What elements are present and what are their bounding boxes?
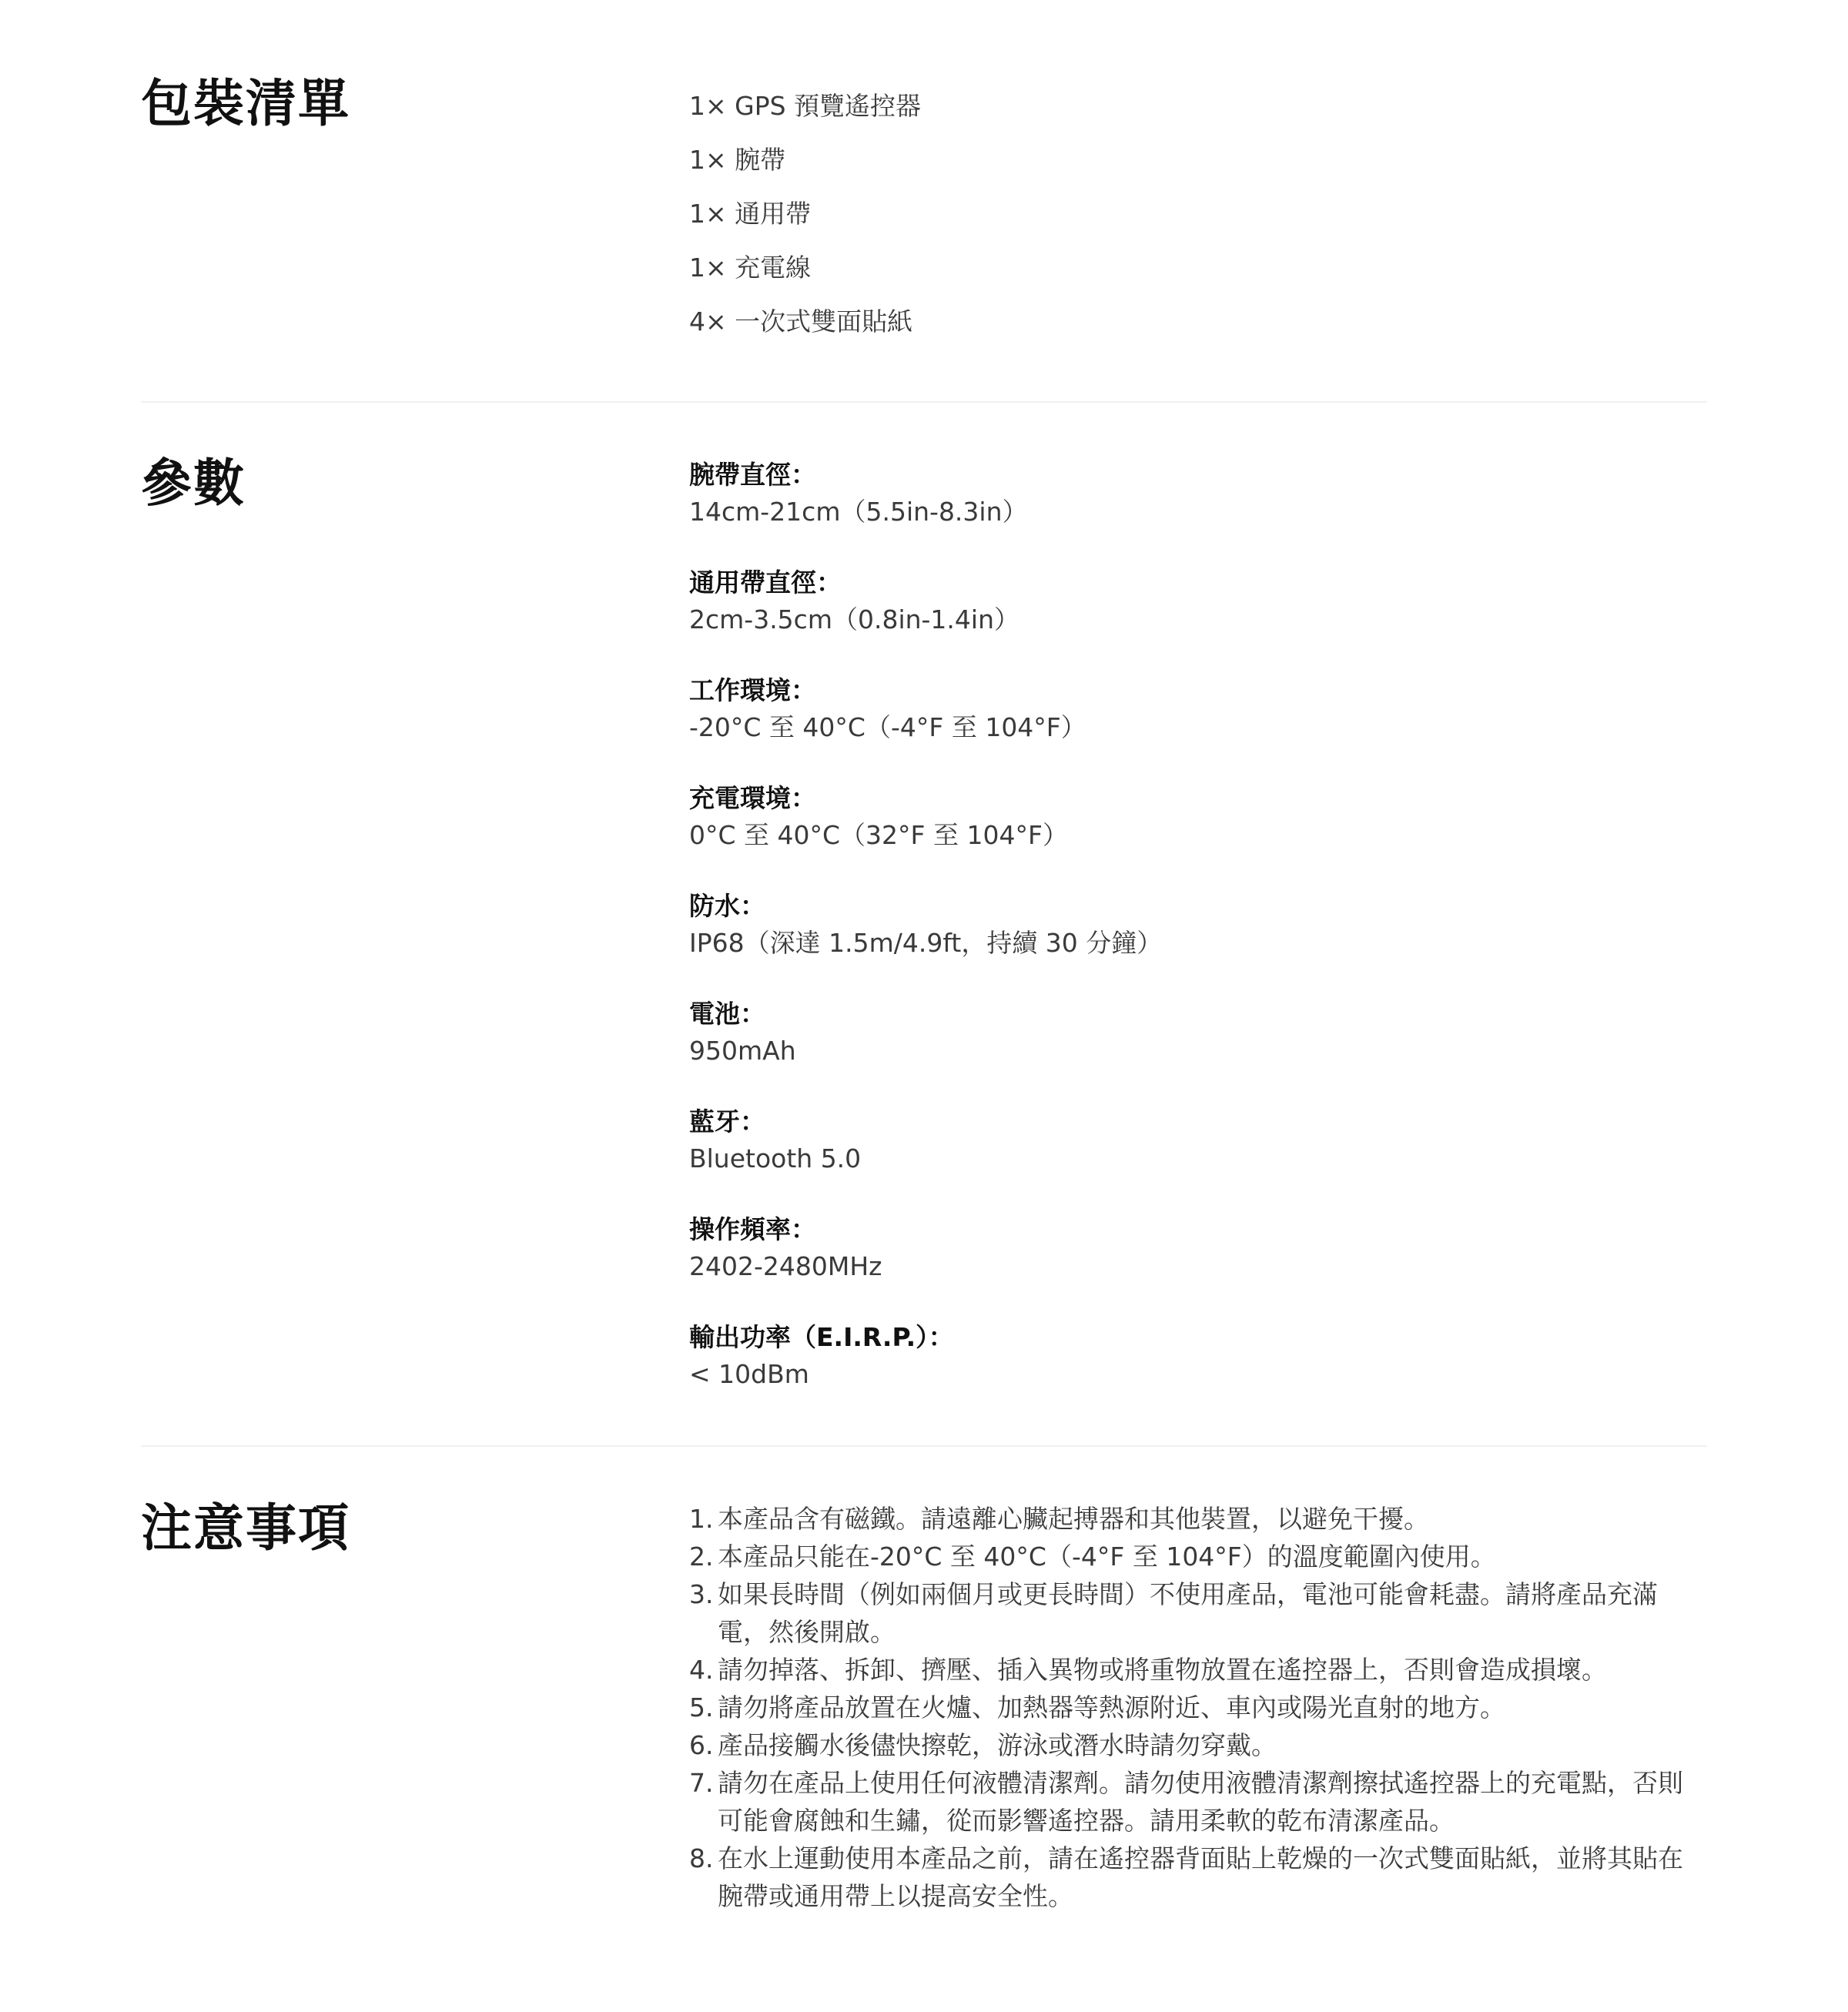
spec-label: 腕帶直徑： — [689, 460, 816, 490]
spec-item — [689, 457, 1690, 564]
note-text: 請勿掉落、拆卸、擠壓、插入異物或將重物放置在遙控器上，否則會造成損壞。 — [718, 1655, 1607, 1685]
note-number: 1. — [689, 1504, 714, 1534]
spec-label: 通用帶直徑： — [689, 567, 842, 598]
note-item — [689, 1575, 1690, 1651]
spec-value: 0°C 至 40°C（32°F 至 104°F） — [689, 820, 1068, 850]
note-item — [689, 1500, 1690, 1538]
note-text: 請勿在產品上使用任何液體清潔劑。請勿使用液體清潔劑擦拭遙控器上的充電點，否則可能會腐蝕和生鏽，從而影響遙控器。請用柔軟的乾布清潔產品。 — [718, 1768, 1683, 1836]
spec-value: Bluetooth 5.0 — [689, 1143, 862, 1173]
note-item — [689, 1651, 1690, 1689]
specs-list — [689, 457, 1690, 1427]
package-list — [689, 79, 1690, 349]
spec-item — [689, 888, 1690, 996]
note-text: 請勿將產品放置在火爐、加熱器等熱源附近、車內或陽光直射的地方。 — [718, 1692, 1505, 1722]
spec-label: 電池： — [689, 999, 765, 1029]
package-item: 1× 腕帶 — [689, 145, 786, 175]
spec-value: < 10dBm — [689, 1359, 809, 1389]
spec-label: 輸出功率（E.I.R.P.）： — [689, 1322, 954, 1352]
spec-item — [689, 1103, 1690, 1211]
spec-item — [689, 564, 1690, 672]
spec-label: 操作頻率： — [689, 1214, 816, 1244]
note-item — [689, 1764, 1690, 1840]
note-text: 本產品含有磁鐵。請遠離心臟起搏器和其他裝置，以避免干擾。 — [718, 1504, 1429, 1534]
section-divider — [141, 401, 1707, 403]
package-item: 1× 通用帶 — [689, 199, 812, 229]
notes-list — [689, 1500, 1690, 1915]
specs-title: 參數 — [141, 454, 246, 513]
spec-value: 950mAh — [689, 1036, 796, 1066]
notes-title: 注意事項 — [141, 1498, 350, 1558]
note-number: 6. — [689, 1730, 714, 1760]
note-item — [689, 1689, 1690, 1726]
package-item: 4× 一次式雙面貼紙 — [689, 306, 913, 336]
note-number: 7. — [689, 1768, 714, 1798]
note-item — [689, 1840, 1690, 1915]
note-text: 在水上運動使用本產品之前，請在遙控器背面貼上乾燥的一次式雙面貼紙，並將其貼在腕帶或通用帶上以提高安全性。 — [718, 1843, 1683, 1911]
note-number: 2. — [689, 1542, 714, 1572]
note-item — [689, 1726, 1690, 1764]
spec-label: 充電環境： — [689, 783, 816, 813]
note-text: 本產品只能在-20°C 至 40°C（-4°F 至 104°F）的溫度範圍內使用。 — [718, 1542, 1496, 1572]
notes-body — [689, 1500, 1690, 1915]
spec-value: 2402-2480MHz — [689, 1251, 882, 1281]
note-number: 4. — [689, 1655, 714, 1685]
note-number: 8. — [689, 1843, 714, 1873]
spec-label: 工作環境： — [689, 675, 816, 705]
spec-value: IP68（深達 1.5m/4.9ft，持續 30 分鐘） — [689, 928, 1163, 958]
note-number: 5. — [689, 1692, 714, 1722]
spec-value: -20°C 至 40°C（-4°F 至 104°F） — [689, 712, 1086, 742]
note-text: 產品接觸水後儘快擦乾，游泳或潛水時請勿穿戴。 — [718, 1730, 1277, 1760]
spec-item — [689, 672, 1690, 780]
note-text: 如果長時間（例如兩個月或更長時間）不使用產品，電池可能會耗盡。請將產品充滿電，然後開啟。 — [718, 1579, 1658, 1647]
package-item: 1× 充電線 — [689, 253, 812, 283]
spec-value: 14cm-21cm（5.5in-8.3in） — [689, 497, 1028, 527]
note-item — [689, 1538, 1690, 1575]
spec-label: 藍牙： — [689, 1106, 765, 1137]
spec-item — [689, 780, 1690, 888]
package-title: 包裝清單 — [141, 74, 350, 133]
section-divider — [141, 1445, 1707, 1447]
spec-item — [689, 1319, 1690, 1427]
spec-item — [689, 1211, 1690, 1319]
spec-value: 2cm-3.5cm（0.8in-1.4in） — [689, 604, 1019, 634]
note-number: 3. — [689, 1579, 714, 1609]
spec-item — [689, 996, 1690, 1103]
spec-label: 防水： — [689, 891, 765, 921]
package-item: 1× GPS 預覽遙控器 — [689, 91, 922, 121]
